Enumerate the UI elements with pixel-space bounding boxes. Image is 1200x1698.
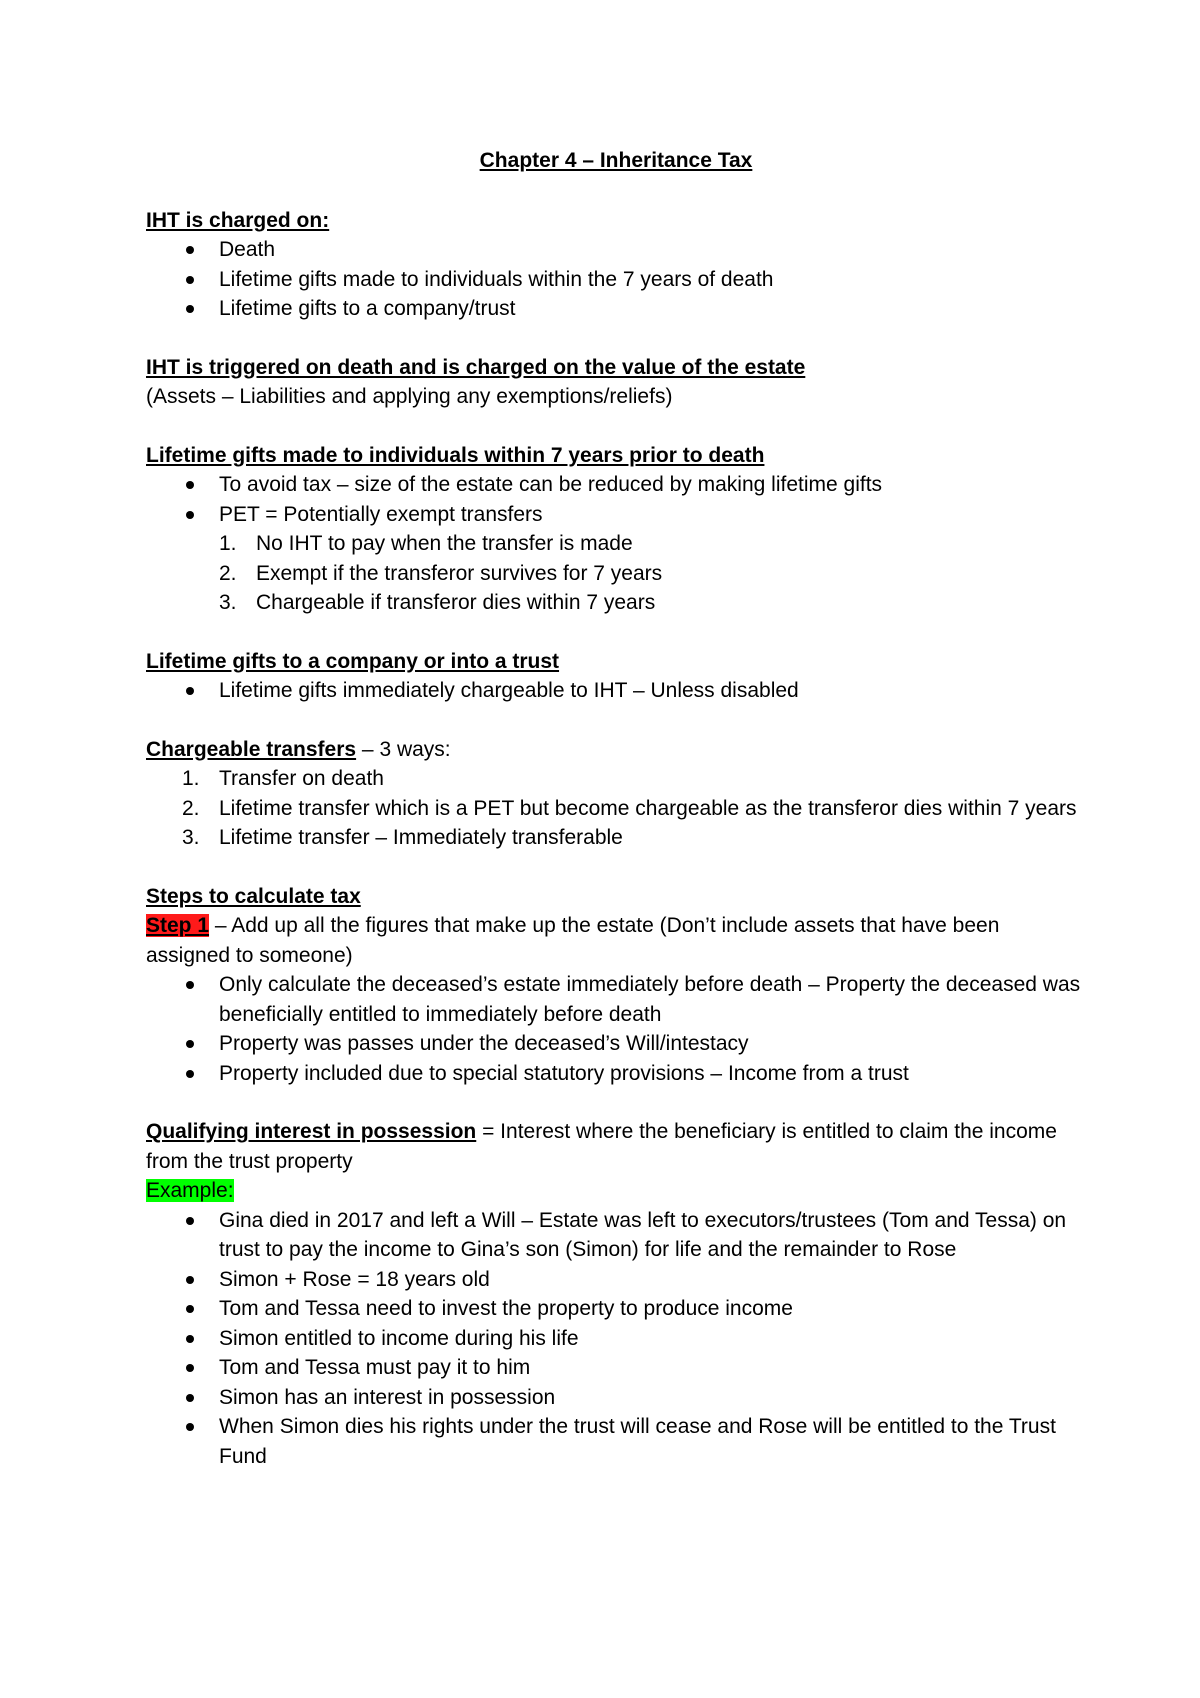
list-item-text: Exempt if the transferor survives for 7 years [256,561,663,585]
list-item: Simon + Rose = 18 years old [146,1265,1086,1295]
list-item: Death [146,235,1086,265]
bullet-list [146,970,1086,1088]
list-item: Tom and Tessa need to invest the property to produce income [146,1294,1086,1324]
section-heading: IHT is triggered on death and is charged on the value of the estate [146,355,806,379]
step-paragraph [146,911,1086,970]
list-item [146,823,1086,853]
bullet-list [146,470,1086,529]
heading-suffix: – 3 ways: [356,737,451,761]
list-item: Gina died in 2017 and left a Will – Estate was left to executors/trustees (Tom and Tessa) on trust to pay the income to Gina’s son (Simon) for life and the remainder to Rose [146,1206,1086,1265]
list-item: Tom and Tessa must pay it to him [146,1353,1086,1383]
list-item: When Simon dies his rights under the trust will cease and Rose will be entitled to the Trust Fund [146,1412,1086,1471]
section-lifetime-individuals [146,441,1086,618]
section-note: (Assets – Liabilities and applying any exemptions/reliefs) [146,385,673,408]
list-number: 2. [219,561,237,585]
page-title: Chapter 4 – Inheritance Tax [479,149,753,172]
list-item: PET = Potentially exempt transfers [146,500,1086,530]
section-lifetime-company [146,647,1086,706]
list-item-text: Chargeable if transferor dies within 7 years [256,591,656,614]
list-item: Property was passes under the deceased’s Will/intestacy [146,1029,1086,1059]
section-heading: Lifetime gifts made to individuals within 7 years prior to death [146,443,765,467]
section-chargeable-transfers [146,735,1086,853]
list-number: 3. [182,826,200,849]
list-item-text: No IHT to pay when the transfer is made [256,532,633,555]
example-line [146,1176,1086,1206]
list-item: To avoid tax – size of the estate can be reduced by making lifetime gifts [146,470,1086,500]
list-item: Simon entitled to income during his life [146,1324,1086,1354]
list-item [146,794,1086,824]
definition-paragraph [146,1117,1086,1176]
section-heading: Qualifying interest in possession [146,1120,477,1143]
section-heading: Lifetime gifts to a company or into a trust [146,649,560,673]
list-item: Only calculate the deceased’s estate immediately before death – Property the deceased was beneficially entitled to immediately before death [146,970,1086,1029]
bullet-list [146,1206,1086,1472]
list-item [146,588,1086,618]
list-item: Lifetime gifts made to individuals within the 7 years of death [146,265,1086,295]
list-item-text: Lifetime transfer which is a PET but become chargeable as the transferor dies within 7 years [219,796,1077,820]
list-number: 1. [219,532,237,555]
definition-text: = Interest where the beneficiary is entitled to claim the income from the trust property [146,1120,1057,1173]
step-text: – Add up all the figures that make up the estate (Don’t include assets that have been assigned to someone) [146,914,1000,967]
section-heading: Steps to calculate tax [146,884,361,908]
list-item [146,529,1086,559]
section-heading-line [146,735,1086,765]
list-item: Property included due to special statutory provisions – Income from a trust [146,1059,1086,1089]
document-body [146,146,1086,1500]
example-label: Example: [146,1179,234,1202]
list-item-text: Lifetime transfer – Immediately transferable [219,826,623,849]
list-item: Lifetime gifts immediately chargeable to IHT – Unless disabled [146,676,1086,706]
section-qip [146,1117,1086,1471]
list-item [146,764,1086,794]
section-steps [146,882,1086,1089]
list-number: 3. [219,591,237,614]
list-item: Simon has an interest in possession [146,1383,1086,1413]
section-heading: Chargeable transfers [146,737,357,761]
section-triggered [146,353,1086,412]
section-heading: IHT is charged on: [146,208,330,232]
list-number: 2. [182,796,200,820]
section-charged-on [146,206,1086,324]
list-item: Lifetime gifts to a company/trust [146,294,1086,324]
bullet-list [146,676,1086,706]
list-item [146,559,1086,589]
numbered-list [146,764,1086,853]
numbered-list [146,529,1086,618]
list-item-text: Transfer on death [219,767,384,790]
step-label: Step 1 [146,914,210,937]
list-number: 1. [182,767,200,790]
bullet-list [146,235,1086,324]
